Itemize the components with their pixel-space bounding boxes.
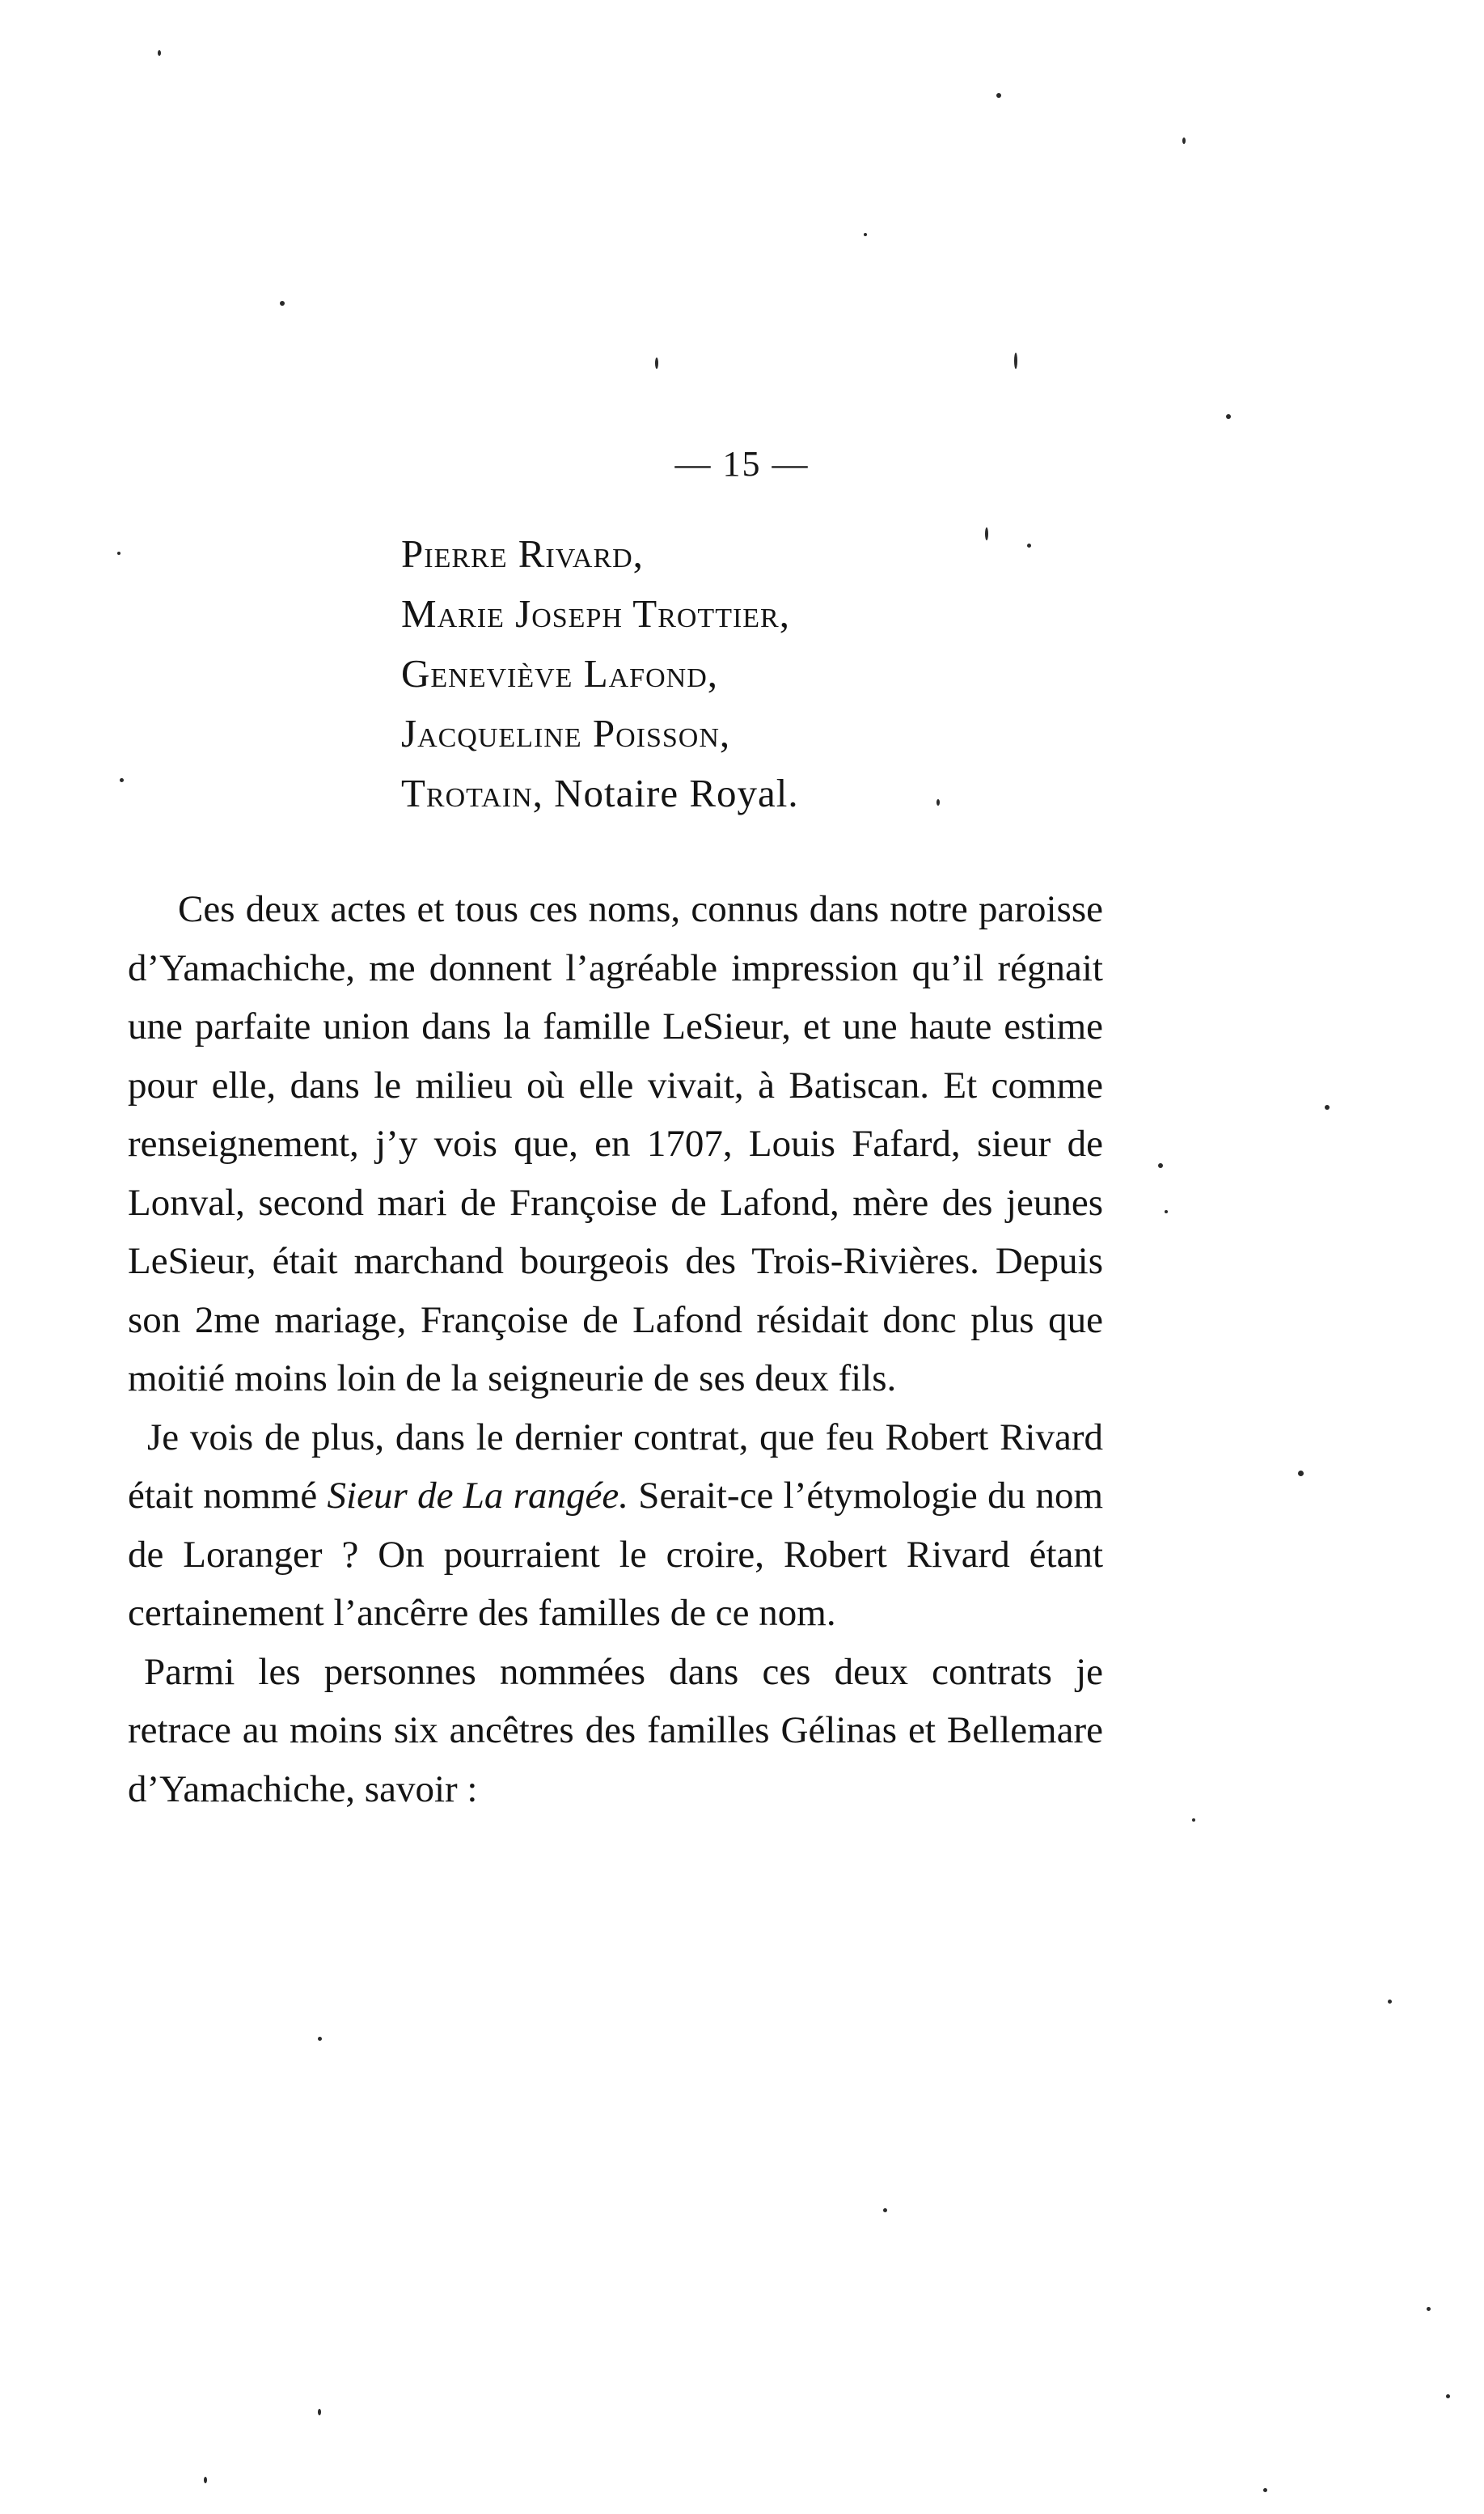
- signature-list: [401, 524, 799, 823]
- scan-speck: [936, 799, 940, 806]
- notary-title: Notaire Royal.: [543, 771, 799, 815]
- notary-name: Trotain,: [401, 771, 543, 815]
- scan-speck: [204, 2477, 207, 2483]
- paragraph-2: [128, 1408, 1103, 1643]
- body-text: [128, 880, 1103, 1818]
- scan-speck: [1182, 138, 1186, 144]
- paragraph-2-start: Je vois de plus, dans le dernier contrat, que feu Robert Rivard était nommé: [128, 1416, 1103, 1517]
- scan-speck: [1027, 544, 1031, 548]
- paragraph-2-end: Serait-ce l’étymologie du nom de Loranger ? On pourraient le croire, Robert Rivard étant certainement l’ancêrre des familles de ce nom.: [128, 1475, 1103, 1634]
- scan-speck: [655, 358, 658, 369]
- scan-speck: [117, 552, 120, 555]
- scan-speck: [1014, 353, 1017, 369]
- scan-speck: [1298, 1471, 1304, 1476]
- scan-speck: [864, 233, 867, 236]
- scan-speck: [1192, 1818, 1195, 1822]
- signature-trotain: [401, 764, 799, 823]
- scan-speck: [883, 2208, 887, 2212]
- scan-speck: [318, 2409, 321, 2415]
- paragraph-2-italic: Sieur de La rangée.: [327, 1475, 628, 1517]
- scan-speck: [1226, 414, 1231, 419]
- scan-speck: [120, 778, 124, 782]
- scan-speck: [1446, 2394, 1450, 2398]
- scan-speck: [996, 93, 1001, 98]
- page-number: — 15 —: [674, 444, 810, 484]
- signature-genevieve-lafond: Geneviève Lafond,: [401, 651, 718, 696]
- scan-speck: [1165, 1210, 1168, 1213]
- scan-speck: [1158, 1163, 1163, 1168]
- paragraph-1: Ces deux actes et tous ces noms, connus dans notre paroisse d’Yamachiche, me donnent l’agréable impression qu’il régnait une parfaite union dans la famille LeSieur, et une haute estime pour elle, dans le milieu où elle vivait, à Batiscan. Et comme renseignement, j’y vois que, en 1707, Louis Fafard, sieur de Lonval, second mari de Françoise de Lafond, mère des jeunes LeSieur, était marchand bourgeois des Trois-Rivières. Depuis son 2me mariage, Françoise de Lafond résidait donc plus que moitié moins loin de la seigneurie de ses deux fils.: [128, 888, 1103, 1399]
- scan-speck: [158, 50, 161, 56]
- signature-jacqueline-poisson: Jacqueline Poisson,: [401, 711, 731, 755]
- signature-marie-joseph-trottier: Marie Joseph Trottier,: [401, 591, 790, 636]
- scan-speck: [1263, 2488, 1267, 2492]
- signature-pierre-rivard: Pierre Rivard,: [401, 531, 644, 576]
- scan-speck: [985, 527, 988, 540]
- scan-speck: [318, 2037, 322, 2041]
- scan-speck: [1325, 1105, 1330, 1110]
- scan-speck: [1388, 2000, 1392, 2004]
- scan-speck: [1427, 2307, 1431, 2311]
- paragraph-3: Parmi les personnes nommées dans ces deux contrats je retrace au moins six ancêtres des familles Gélinas et Bellemare d’Yamachiche, savoir :: [128, 1650, 1103, 1810]
- scan-speck: [280, 301, 285, 306]
